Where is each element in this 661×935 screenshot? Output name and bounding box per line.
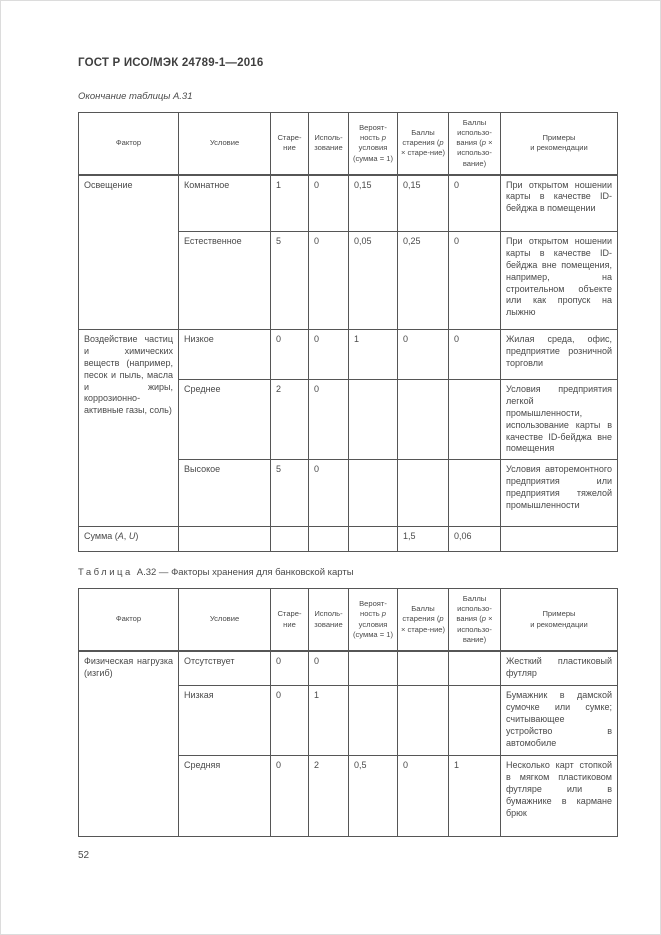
aging-score-cell [398, 460, 449, 527]
example-cell: Несколько карт стопкой в мягком пластиковом футляре или в бумажнике в кармане брюк [501, 756, 618, 837]
column-header-usage: Исполь-зование [309, 113, 349, 175]
aging-cell: 0 [271, 756, 309, 837]
table-row [79, 651, 618, 686]
variable-p: p [439, 138, 444, 148]
usage-cell: 0 [309, 651, 349, 686]
table-row [79, 330, 618, 380]
factor-cell: Воздействие частиц и химических веществ (например, песок и пыль, масла и жиры, коррозионно-активные газы, соль) [79, 330, 179, 527]
table-a31-continuation-caption: Окончание таблицы А.31 [78, 91, 193, 102]
aging-cell: 5 [271, 232, 309, 330]
aging-cell [271, 527, 309, 552]
header-text-part: × старе-ние) [400, 148, 446, 158]
header-text-part: и рекомендации [530, 143, 588, 153]
column-header-condition: Условие [179, 589, 271, 651]
example-cell: Условия авторемонтного предприятия или предприятия тяжелой промышленности [501, 460, 618, 527]
usage-score-cell: 0 [449, 175, 501, 232]
column-header-aging: Старе-ние [271, 113, 309, 175]
probability-cell [349, 527, 398, 552]
aging-score-cell [398, 686, 449, 756]
column-header-usage-score [449, 113, 501, 175]
aging-cell: 0 [271, 651, 309, 686]
column-header-aging-score [398, 113, 449, 175]
header-text-part: условия (сумма = 1) [352, 143, 394, 163]
condition-cell: Высокое [179, 460, 271, 527]
table-a32-header-row [79, 589, 618, 651]
aging-cell: 2 [271, 380, 309, 460]
example-cell: Бумажник в дамской сумочке или сумке; считывающее устройство в автомобиле [501, 686, 618, 756]
usage-score-cell [449, 651, 501, 686]
example-cell: Жесткий пластиковый футляр [501, 651, 618, 686]
aging-score-cell: 0 [398, 330, 449, 380]
usage-score-cell [449, 380, 501, 460]
variable-p: p [481, 138, 487, 148]
example-cell: При открытом ношении карты в качестве ID-бейджа вне помещения, например, на строительном объекте или как пропуск на лыжню [501, 232, 618, 330]
header-text-part: Примеры [542, 609, 576, 619]
condition-cell: Низкое [179, 330, 271, 380]
table-a32-caption [78, 567, 617, 578]
column-header-aging-score [398, 589, 449, 651]
header-text-part: Баллы старения ( [402, 604, 440, 624]
variable-p: p [381, 133, 386, 142]
table-a31 [78, 112, 618, 552]
column-header-usage-score [449, 589, 501, 651]
column-header-usage: Исполь-зование [309, 589, 349, 651]
usage-score-cell: 0 [449, 232, 501, 330]
table-a32 [78, 588, 618, 837]
variable-p: p [381, 609, 386, 619]
header-text-part: Баллы использо-вания ( [456, 593, 492, 624]
variable-p: p [481, 614, 487, 624]
page-content [78, 1, 617, 861]
sum-label-cell [79, 527, 179, 552]
column-header-probability [349, 113, 398, 175]
probability-cell [349, 380, 398, 460]
factor-cell: Физическая нагрузка (изгиб) [79, 651, 179, 837]
table-a31-header-row [79, 113, 618, 175]
doc-title: ГОСТ Р ИСО/МЭК 24789-1—2016 [78, 57, 264, 69]
header-text-part: и рекомендации [530, 619, 588, 629]
probability-cell: 1 [349, 330, 398, 380]
aging-score-cell: 0 [398, 756, 449, 837]
probability-cell: 0,15 [349, 175, 398, 232]
variable-p: p [439, 614, 444, 624]
aging-cell: 0 [271, 686, 309, 756]
usage-score-cell: 1 [449, 756, 501, 837]
header-text-part: × использо-вание) [457, 138, 493, 168]
aging-cell: 5 [271, 460, 309, 527]
header-text-part: Баллы использо-вания ( [456, 117, 492, 148]
probability-cell [349, 460, 398, 527]
condition-cell: Среднее [179, 380, 271, 460]
variable-a: A [117, 531, 124, 542]
usage-cell: 2 [309, 756, 349, 837]
aging-cell: 1 [271, 175, 309, 232]
column-header-aging: Старе-ние [271, 589, 309, 651]
header-text-part: Вероят-ность [359, 122, 387, 142]
table-row [79, 175, 618, 232]
aging-score-cell: 0,25 [398, 232, 449, 330]
column-header-examples [501, 113, 618, 175]
probability-cell [349, 651, 398, 686]
aging-cell: 0 [271, 330, 309, 380]
header-text-part: Вероят-ность [359, 599, 387, 619]
condition-cell: Низкая [179, 686, 271, 756]
condition-cell: Комнатное [179, 175, 271, 232]
column-header-factor: Фактор [79, 113, 179, 175]
column-header-condition: Условие [179, 113, 271, 175]
sum-row [79, 527, 618, 552]
caption-text: А.32 — Факторы хранения для банковской карты [136, 567, 354, 579]
usage-cell: 0 [309, 330, 349, 380]
column-header-examples [501, 589, 618, 651]
header-text-part: условия (сумма = 1) [352, 619, 394, 639]
condition-cell [179, 527, 271, 552]
header-text-part: × старе-ние) [400, 624, 446, 634]
aging-score-cell [398, 380, 449, 460]
probability-cell: 0,5 [349, 756, 398, 837]
aging-score-cell [398, 651, 449, 686]
variable-u: U [128, 531, 136, 542]
header-text-part: Баллы старения ( [402, 127, 440, 148]
sum-text-part: , [123, 531, 129, 542]
usage-score-cell: 0,06 [449, 527, 501, 552]
usage-score-cell: 0 [449, 330, 501, 380]
condition-cell: Естественное [179, 232, 271, 330]
probability-cell [349, 686, 398, 756]
aging-score-cell: 0,15 [398, 175, 449, 232]
usage-cell: 0 [309, 460, 349, 527]
usage-score-cell [449, 460, 501, 527]
condition-cell: Отсутствует [179, 651, 271, 686]
example-cell: Условия предприятия легкой промышленности, использование карты в качестве ID-бейджа вне помещения [501, 380, 618, 460]
factor-cell: Освещение [79, 175, 179, 330]
header-text-part: Примеры [542, 133, 576, 142]
column-header-factor: Фактор [79, 589, 179, 651]
probability-cell: 0,05 [349, 232, 398, 330]
header-text-part: × использо-вание) [457, 614, 493, 644]
condition-cell: Средняя [179, 756, 271, 837]
example-cell: Жилая среда, офис, предприятие розничной торговли [501, 330, 618, 380]
usage-cell: 0 [309, 380, 349, 460]
column-header-probability [349, 589, 398, 651]
page-number: 52 [78, 850, 90, 862]
usage-cell: 0 [309, 175, 349, 232]
sum-text-part: Сумма ( [84, 531, 118, 542]
caption-word: Таблица [78, 567, 133, 579]
usage-cell [309, 527, 349, 552]
aging-score-cell: 1,5 [398, 527, 449, 552]
example-cell: При открытом ношении карты в качестве ID-бейджа в помещении [501, 175, 618, 232]
usage-cell: 1 [309, 686, 349, 756]
usage-cell: 0 [309, 232, 349, 330]
sum-text-part: ) [135, 531, 139, 542]
example-cell [501, 527, 618, 552]
usage-score-cell [449, 686, 501, 756]
